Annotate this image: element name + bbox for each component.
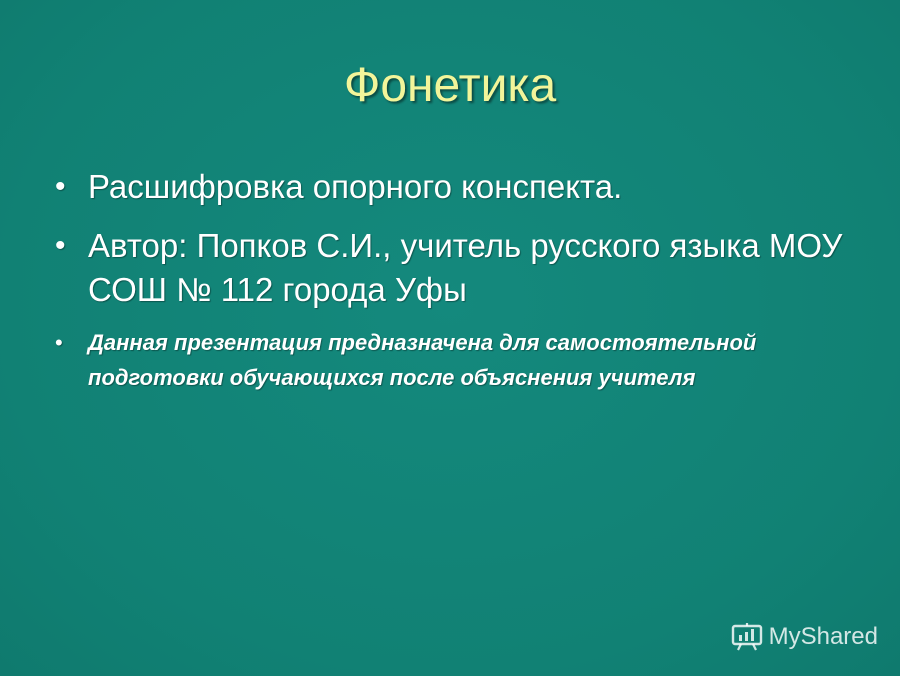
bullet-item <box>55 165 845 209</box>
bullet-dot-icon: • <box>55 170 66 203</box>
bullet-list <box>55 165 845 395</box>
bullet-text: Расшифровка опорного конспекта. <box>88 168 623 205</box>
myshared-watermark <box>731 622 878 652</box>
bullet-dot-icon: • <box>55 330 63 355</box>
bullet-note-text: Данная презентация предназначена для самостоятельной подготовки обучающихся после объяснения учителя <box>88 330 757 390</box>
bullet-dot-icon: • <box>55 229 66 262</box>
presentation-board-icon <box>731 622 763 652</box>
bullet-text: Автор: Попков С.И., учитель русского языка МОУ СОШ № 112 города Уфы <box>88 227 843 308</box>
slide-title: Фонетика <box>343 59 557 112</box>
bullet-item-note <box>55 325 845 395</box>
bullet-item <box>55 224 845 312</box>
watermark-text: MyShared <box>768 623 878 650</box>
